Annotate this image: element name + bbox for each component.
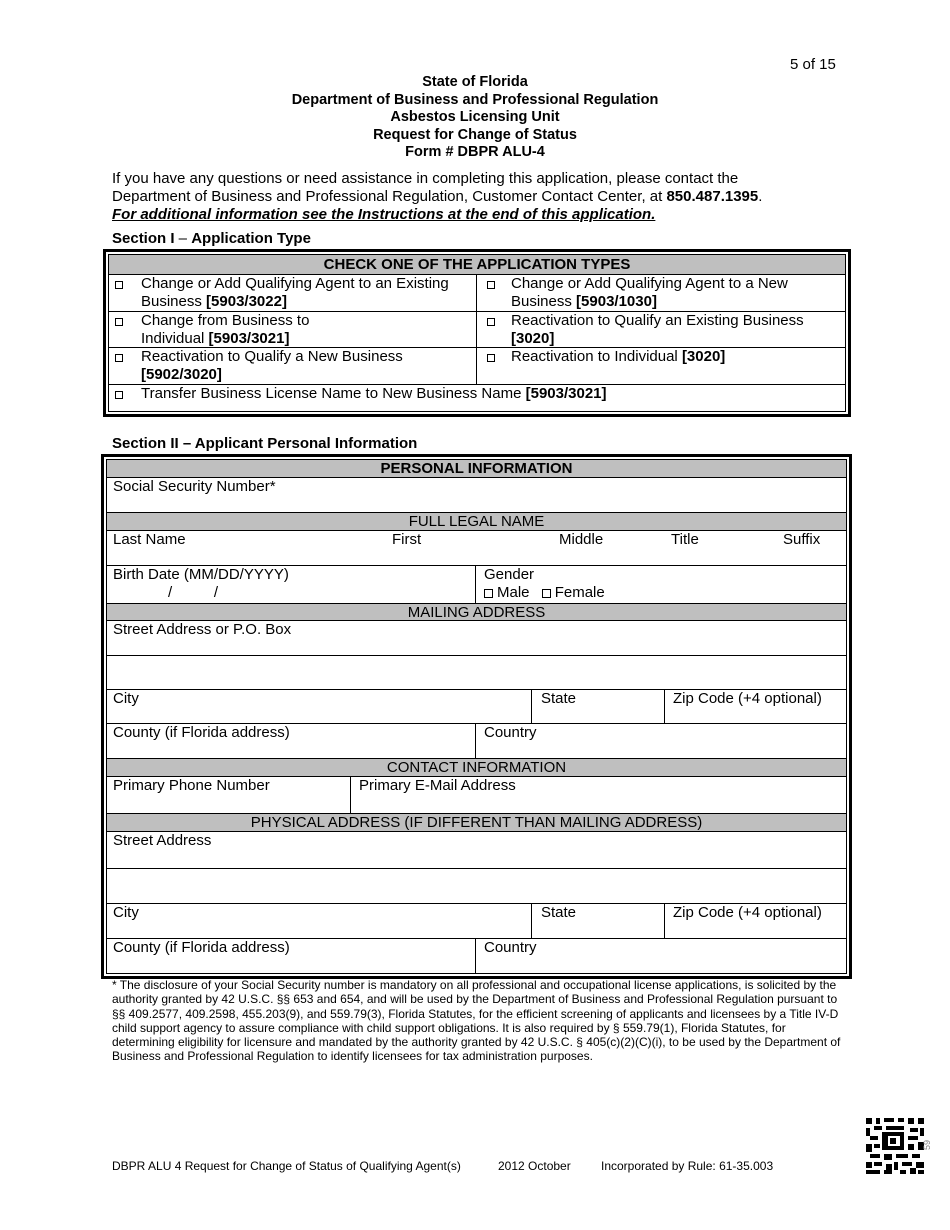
application-type-table — [103, 249, 851, 417]
female-checkbox[interactable] — [542, 589, 551, 598]
state-label: State — [541, 690, 577, 707]
checkbox[interactable] — [115, 318, 123, 326]
male-option[interactable] — [484, 584, 530, 601]
option-code: [3020] — [511, 330, 555, 347]
section2-heading: Section II – Applicant Personal Information — [112, 435, 418, 452]
physical-street-row-2[interactable] — [107, 869, 846, 904]
city-field[interactable] — [107, 690, 531, 723]
contact-phone: 850.487.1395 — [666, 188, 759, 205]
option-label: Change or Add Qualifying Agent to an Existing Business — [141, 275, 449, 310]
birth-date-slashes: / / — [168, 584, 219, 601]
checkbox[interactable] — [487, 318, 495, 326]
option-label: Reactivation to Qualify a New Business — [141, 348, 403, 365]
ssn-label: Social Security Number* — [113, 478, 276, 495]
option-reactivation-new[interactable] — [109, 348, 477, 384]
option-label: Transfer Business License Name to New Business Name — [141, 385, 526, 402]
suffix-label: Suffix — [783, 531, 821, 548]
contact-info-band: CONTACT INFORMATION — [107, 759, 846, 777]
country-field[interactable] — [475, 724, 846, 758]
qr-code-icon — [866, 1118, 924, 1174]
gender-label: Gender — [484, 566, 535, 583]
side-number: 59 — [922, 1140, 932, 1151]
title-line: Request for Change of Status — [373, 126, 577, 143]
option-label: Reactivation to Individual — [511, 348, 682, 365]
personal-info-band: PERSONAL INFORMATION — [107, 460, 846, 478]
personal-info-table — [101, 454, 852, 979]
state2-field[interactable] — [531, 904, 664, 938]
county2-label: County (if Florida address) — [113, 939, 290, 956]
email-label: Primary E-Mail Address — [359, 777, 516, 794]
street-label: Street Address — [113, 832, 212, 849]
state-field[interactable] — [531, 690, 664, 723]
footer-form-name: DBPR ALU 4 Request for Change of Status of Qualifying Agent(s) — [112, 1159, 461, 1173]
intro-period: . — [758, 188, 763, 205]
country2-field[interactable] — [475, 939, 846, 973]
option-code: [3020] — [681, 348, 726, 365]
country2-label: Country — [484, 939, 537, 956]
name-row[interactable] — [107, 531, 846, 566]
title-label: Title — [671, 531, 699, 548]
phone-field[interactable] — [107, 777, 350, 813]
checkbox[interactable] — [487, 354, 495, 362]
intro-line: If you have any questions or need assistance in completing this application, please contact the — [112, 170, 739, 187]
checkbox[interactable] — [115, 354, 123, 362]
birth-date-cell[interactable] — [107, 566, 475, 603]
zip-field[interactable] — [664, 690, 846, 723]
county-field[interactable] — [107, 724, 475, 758]
option-code: [5902/3020] — [141, 366, 222, 383]
option-label: Change from Business to Individual — [141, 312, 310, 347]
male-checkbox[interactable] — [484, 589, 493, 598]
physical-address-band: PHYSICAL ADDRESS (IF DIFFERENT THAN MAILING ADDRESS) — [107, 814, 846, 832]
county2-field[interactable] — [107, 939, 475, 973]
city2-field[interactable] — [107, 904, 531, 938]
option-label: Reactivation to Qualify an Existing Business — [511, 312, 804, 329]
section1-heading — [112, 230, 311, 247]
option-business-to-individual[interactable] — [109, 312, 477, 347]
instructions-note: For additional information see the Instructions at the end of this application. — [112, 206, 656, 223]
intro-paragraph — [112, 170, 812, 224]
physical-city-row — [107, 904, 846, 939]
physical-county-row — [107, 939, 846, 973]
title-line: State of Florida — [422, 74, 528, 90]
option-transfer-name[interactable] — [109, 385, 845, 413]
birth-date-label: Birth Date (MM/DD/YYYY) — [113, 566, 289, 583]
option-code: [5903/3022] — [206, 293, 287, 310]
birth-gender-row — [107, 566, 846, 603]
option-code: [5903/3021] — [525, 385, 607, 402]
option-code: [5903/3021] — [208, 330, 290, 347]
option-change-add-existing[interactable] — [109, 275, 477, 311]
form-title — [0, 74, 950, 162]
mailing-county-row — [107, 724, 846, 759]
mailing-address-band: MAILING ADDRESS — [107, 603, 846, 621]
state2-label: State — [541, 904, 577, 921]
mailing-street-row-2[interactable] — [107, 656, 846, 690]
country-label: Country — [484, 724, 537, 741]
male-label: Male — [497, 584, 530, 601]
female-label: Female — [554, 584, 605, 601]
mailing-street-row[interactable] — [107, 621, 846, 656]
street-po-label: Street Address or P.O. Box — [113, 621, 292, 638]
gender-cell — [475, 566, 846, 603]
zip2-field[interactable] — [664, 904, 846, 938]
title-line: Department of Business and Professional Regulation — [291, 91, 659, 108]
intro-text: Department of Business and Professional Regulation, Customer Contact Center, at — [112, 188, 667, 205]
city-label: City — [113, 690, 139, 707]
option-reactivation-existing[interactable] — [477, 312, 845, 347]
title-line: Form # DBPR ALU-4 — [405, 144, 545, 160]
email-field[interactable] — [350, 777, 846, 813]
ssn-disclosure-footnote: * The disclosure of your Social Security number is mandatory on all professional and occupational license applications, is solicited by the authority granted by 42 U.S.C. §§ 653 and 654, and will be used by the Department of Business and Professional Regulation pursuant to §§ 409.2577, 409.2598, 455.203(9), and 559.79(3), Florida Statutes, for the efficient screening of applicants and licensees by a Title IV-D child support agency to assure compliance with child support obligations. It is also required by § 559.79(1), Florida Statutes, for determining eligibility for licensure and mandated by the authority granted by 42 U.S.C. § 405(c)(2)(C)(i), to be used by the Department of Business and Professional Regulation to identify licensees for tax administration purposes. — [112, 978, 841, 1064]
option-reactivation-individual[interactable] — [477, 348, 845, 384]
full-legal-name-band: FULL LEGAL NAME — [107, 513, 846, 531]
checkbox[interactable] — [115, 391, 123, 399]
footer-rule: Incorporated by Rule: 61-35.003 — [601, 1159, 774, 1173]
page-number: 5 of 15 — [790, 56, 836, 73]
option-change-add-new[interactable] — [477, 275, 845, 311]
application-type-band: CHECK ONE OF THE APPLICATION TYPES — [109, 255, 845, 275]
last-name-label: Last Name — [113, 531, 186, 548]
middle-name-label: Middle — [559, 531, 604, 548]
ssn-row[interactable] — [107, 478, 846, 513]
option-label: Change or Add Qualifying Agent to a New Business — [511, 275, 788, 310]
intro-line — [112, 188, 812, 206]
physical-street-row[interactable] — [107, 832, 846, 869]
section1-heading-num: Section I — [112, 230, 175, 247]
female-option[interactable] — [542, 584, 605, 601]
checkbox[interactable] — [115, 281, 123, 289]
footer-date: 2012 October — [498, 1159, 571, 1173]
mailing-city-row — [107, 690, 846, 724]
first-name-label: First — [392, 531, 422, 548]
zip2-label: Zip Code (+4 optional) — [673, 904, 822, 921]
section1-heading-text: Application Type — [191, 230, 311, 247]
section1-heading-dash: – — [174, 230, 192, 247]
phone-label: Primary Phone Number — [113, 777, 270, 794]
city2-label: City — [113, 904, 139, 921]
checkbox[interactable] — [487, 281, 495, 289]
option-code: [5903/1030] — [576, 293, 657, 310]
county-label: County (if Florida address) — [113, 724, 290, 741]
zip-label: Zip Code (+4 optional) — [673, 690, 822, 707]
contact-row — [107, 777, 846, 814]
title-line: Asbestos Licensing Unit — [390, 109, 560, 125]
